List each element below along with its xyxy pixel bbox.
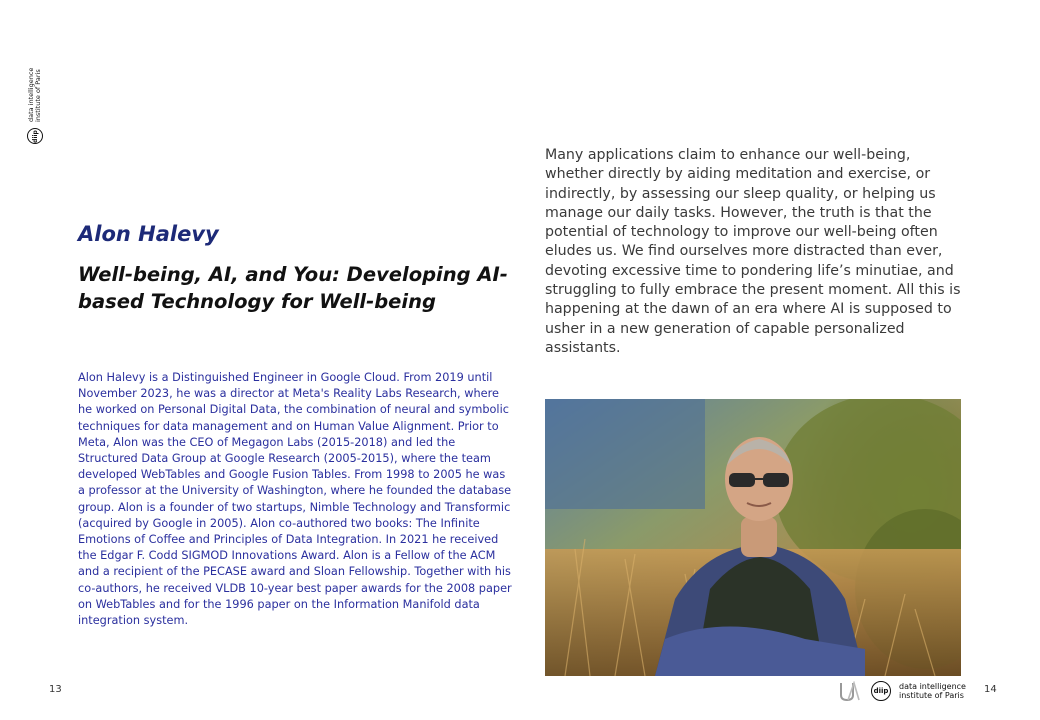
footer-brand-line2: institute of Paris — [899, 691, 964, 700]
talk-abstract: Many applications claim to enhance our well-being, whether directly by aiding meditation and exercise, or indirectly, by assessing our sleep quality, or helping us manage our daily tasks. However, the truth is that the potential of technology to improve our well-being often eludes us. We find ourselves more distracted than ever, devoting excessive time to pondering life’s minutiae, and struggling to fully embrace the present moment. All this is happening at the dawn of an era where AI is supposed to usher in a new generation of capable personalized assistants. — [545, 147, 961, 356]
footer-brand-mark: diip — [871, 681, 891, 701]
side-brand-text — [28, 68, 42, 122]
speaker-bio: Alon Halevy is a Distinguished Engineer in Google Cloud. From 2019 until November 2023, he was a director at Meta's Reality Labs Research, where he worked on Personal Digital Data, the combination of neural and symbolic techniques for data management and on Human Value Alignment. Prior to Meta, Alon was the CEO of Megagon Labs (2015-2018) and led the Structured Data Group at Google Research (2005-2015), where the team developed WebTables and Google Fusion Tables. From 1998 to 2005 he was a professor at the University of Washington, where he founded the database group. Alon is a founder of two startups, Nimble Technology and Transformic (acquired by Google in 2005). Alon co-authored two books: The Infinite Emotions of Coffee and Principles of Data Integration. In 2021 he received the Edgar F. Codd SIGMOD Innovations Award. Alon is a Fellow of the ACM and a recipient of the PECASE award and Sloan Fellowship. Together with his co-authors, he received VLDB 10-year best paper awards for the 2008 paper on WebTables and for the 1996 paper on the Information Manifold data integration system. — [78, 371, 512, 628]
side-brand-line1: data intelligence — [27, 67, 35, 122]
side-brand-line2: institute of Paris — [34, 69, 42, 122]
university-logo-icon — [838, 681, 860, 701]
talk-title: Well-being, AI, and You: Developing AI-based Technology for Well-being — [78, 263, 508, 313]
side-brand-mark-text: diip — [31, 129, 39, 143]
page-number-left: 13 — [49, 684, 62, 695]
footer-logos — [838, 679, 968, 703]
footer-brand-line1: data intelligence — [899, 682, 966, 691]
side-brand-logo — [27, 52, 47, 144]
page-number-right: 14 — [984, 684, 997, 695]
speaker-photo — [545, 399, 961, 676]
speaker-name: Alon Halevy — [78, 222, 219, 246]
side-brand-mark — [27, 128, 43, 144]
footer-brand-text — [899, 682, 966, 700]
